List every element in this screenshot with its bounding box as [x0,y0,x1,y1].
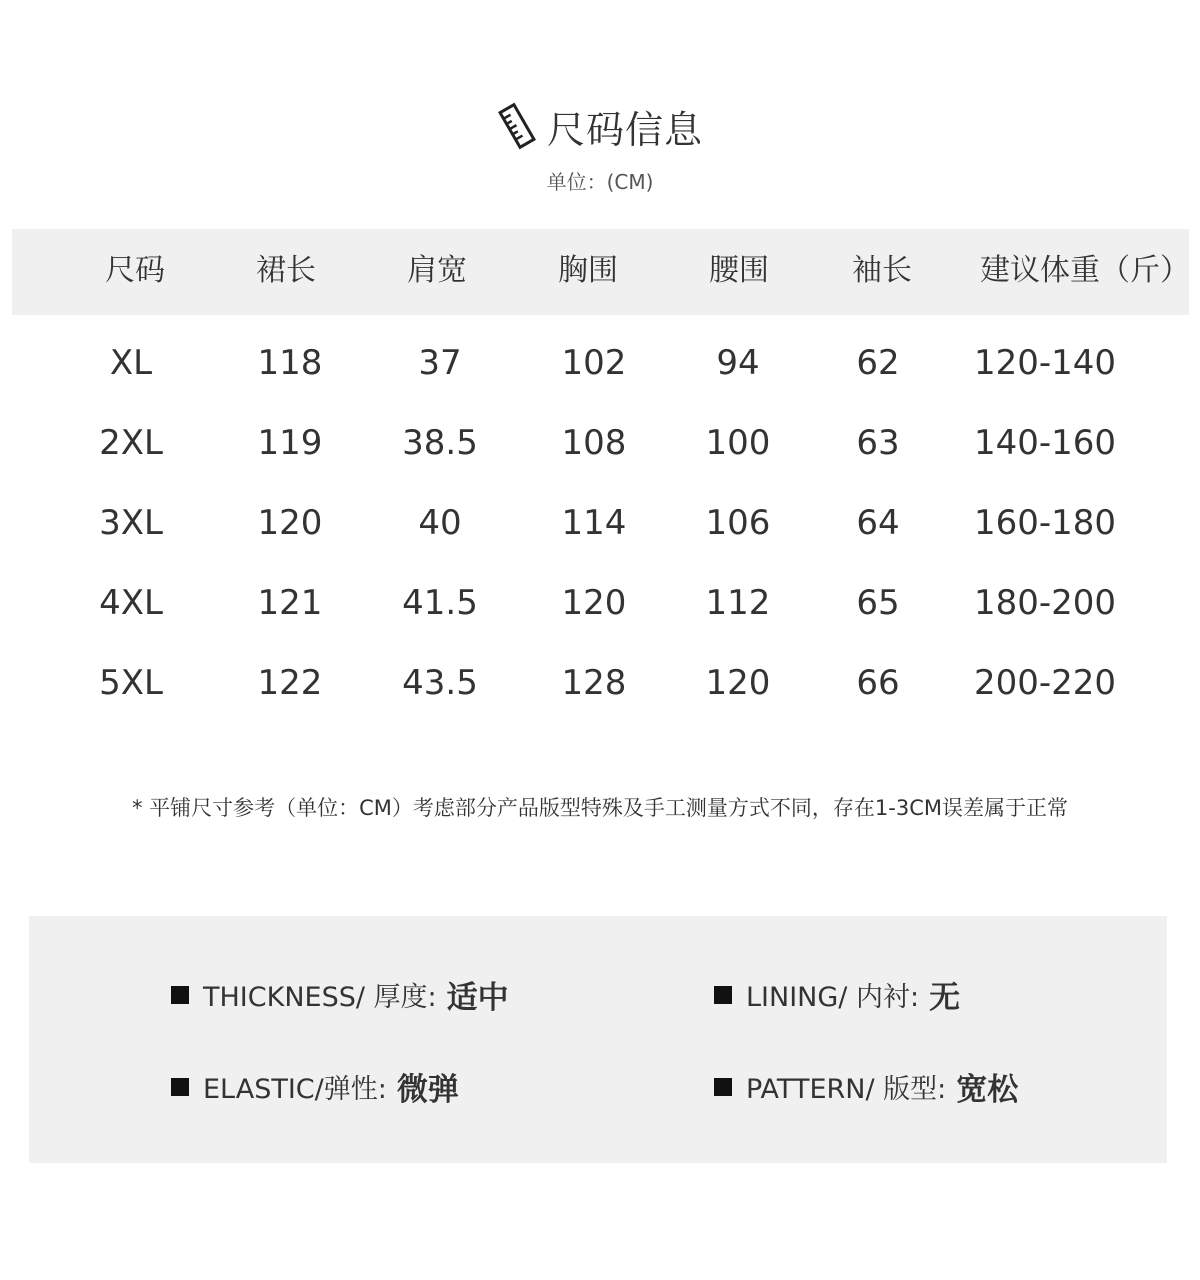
cell-weight: 120-140 [973,343,1117,383]
attr-value: 微弹 [396,1072,459,1108]
cell-waist: 100 [705,423,771,463]
header-dress-length: 裙长 [256,253,316,288]
attr-label: THICKNESS/ 厚度: [203,982,437,1013]
cell-waist: 120 [705,663,771,703]
cell-sleeve: 65 [856,583,900,623]
square-bullet-icon [714,1078,732,1096]
cell-size: 4XL [99,583,163,623]
cell-weight: 160-180 [973,503,1117,543]
attr-value: 无 [929,980,961,1016]
attr-value: 宽松 [956,1072,1019,1108]
cell-size: 3XL [99,503,163,543]
attr-lining [714,972,960,1017]
cell-dress-length: 120 [257,503,323,543]
cell-size: 2XL [99,423,163,463]
cell-bust: 102 [561,343,627,383]
square-bullet-icon [714,986,732,1004]
cell-sleeve: 62 [856,343,900,383]
attr-label: PATTERN/ 版型: [746,1074,947,1105]
cell-sleeve: 66 [856,663,900,703]
table-row [0,500,1200,550]
cell-size: XL [109,343,153,383]
cell-size: 5XL [99,663,163,703]
attr-value: 适中 [446,980,509,1016]
cell-bust: 114 [561,503,627,543]
attr-elastic [171,1064,459,1109]
table-row [0,420,1200,470]
title-text: 尺码信息 [546,107,703,152]
header-shoulder: 肩宽 [407,253,467,288]
cell-waist: 106 [705,503,771,543]
attr-label: ELASTIC/弹性: [203,1074,387,1105]
size-table-header [12,229,1189,315]
table-row [0,340,1200,390]
unit-text: 单位：(CM) [546,170,654,194]
cell-dress-length: 121 [257,583,323,623]
square-bullet-icon [171,1078,189,1096]
attr-pattern [714,1064,1018,1109]
cell-dress-length: 122 [257,663,323,703]
cell-shoulder: 37 [418,343,462,383]
cell-sleeve: 64 [856,503,900,543]
attr-thickness [171,972,509,1017]
header-waist: 腰围 [709,253,769,288]
cell-bust: 108 [561,423,627,463]
table-row [0,660,1200,710]
header-bust: 胸围 [558,253,618,288]
cell-dress-length: 118 [257,343,323,383]
cell-dress-length: 119 [257,423,323,463]
cell-shoulder: 40 [418,503,462,543]
measurement-note: * 平铺尺寸参考（单位：CM）考虑部分产品版型特殊及手工测量方式不同，存在1-3CM误差属于正常 [131,796,1069,820]
cell-shoulder: 41.5 [402,583,478,623]
attr-label: LINING/ 内衬: [746,982,920,1013]
header-weight: 建议体重（斤） [980,253,1190,288]
attributes-panel [29,916,1167,1163]
square-bullet-icon [171,986,189,1004]
header-size: 尺码 [105,253,165,288]
cell-bust: 120 [561,583,627,623]
ruler-icon [497,102,537,150]
header-sleeve: 袖长 [852,253,912,288]
cell-shoulder: 38.5 [402,423,478,463]
cell-sleeve: 63 [856,423,900,463]
cell-weight: 140-160 [973,423,1117,463]
cell-waist: 94 [716,343,760,383]
cell-weight: 180-200 [973,583,1117,623]
cell-bust: 128 [561,663,627,703]
cell-weight: 200-220 [973,663,1117,703]
table-row [0,580,1200,630]
cell-shoulder: 43.5 [402,663,478,703]
cell-waist: 112 [705,583,771,623]
page-title [0,98,1200,154]
